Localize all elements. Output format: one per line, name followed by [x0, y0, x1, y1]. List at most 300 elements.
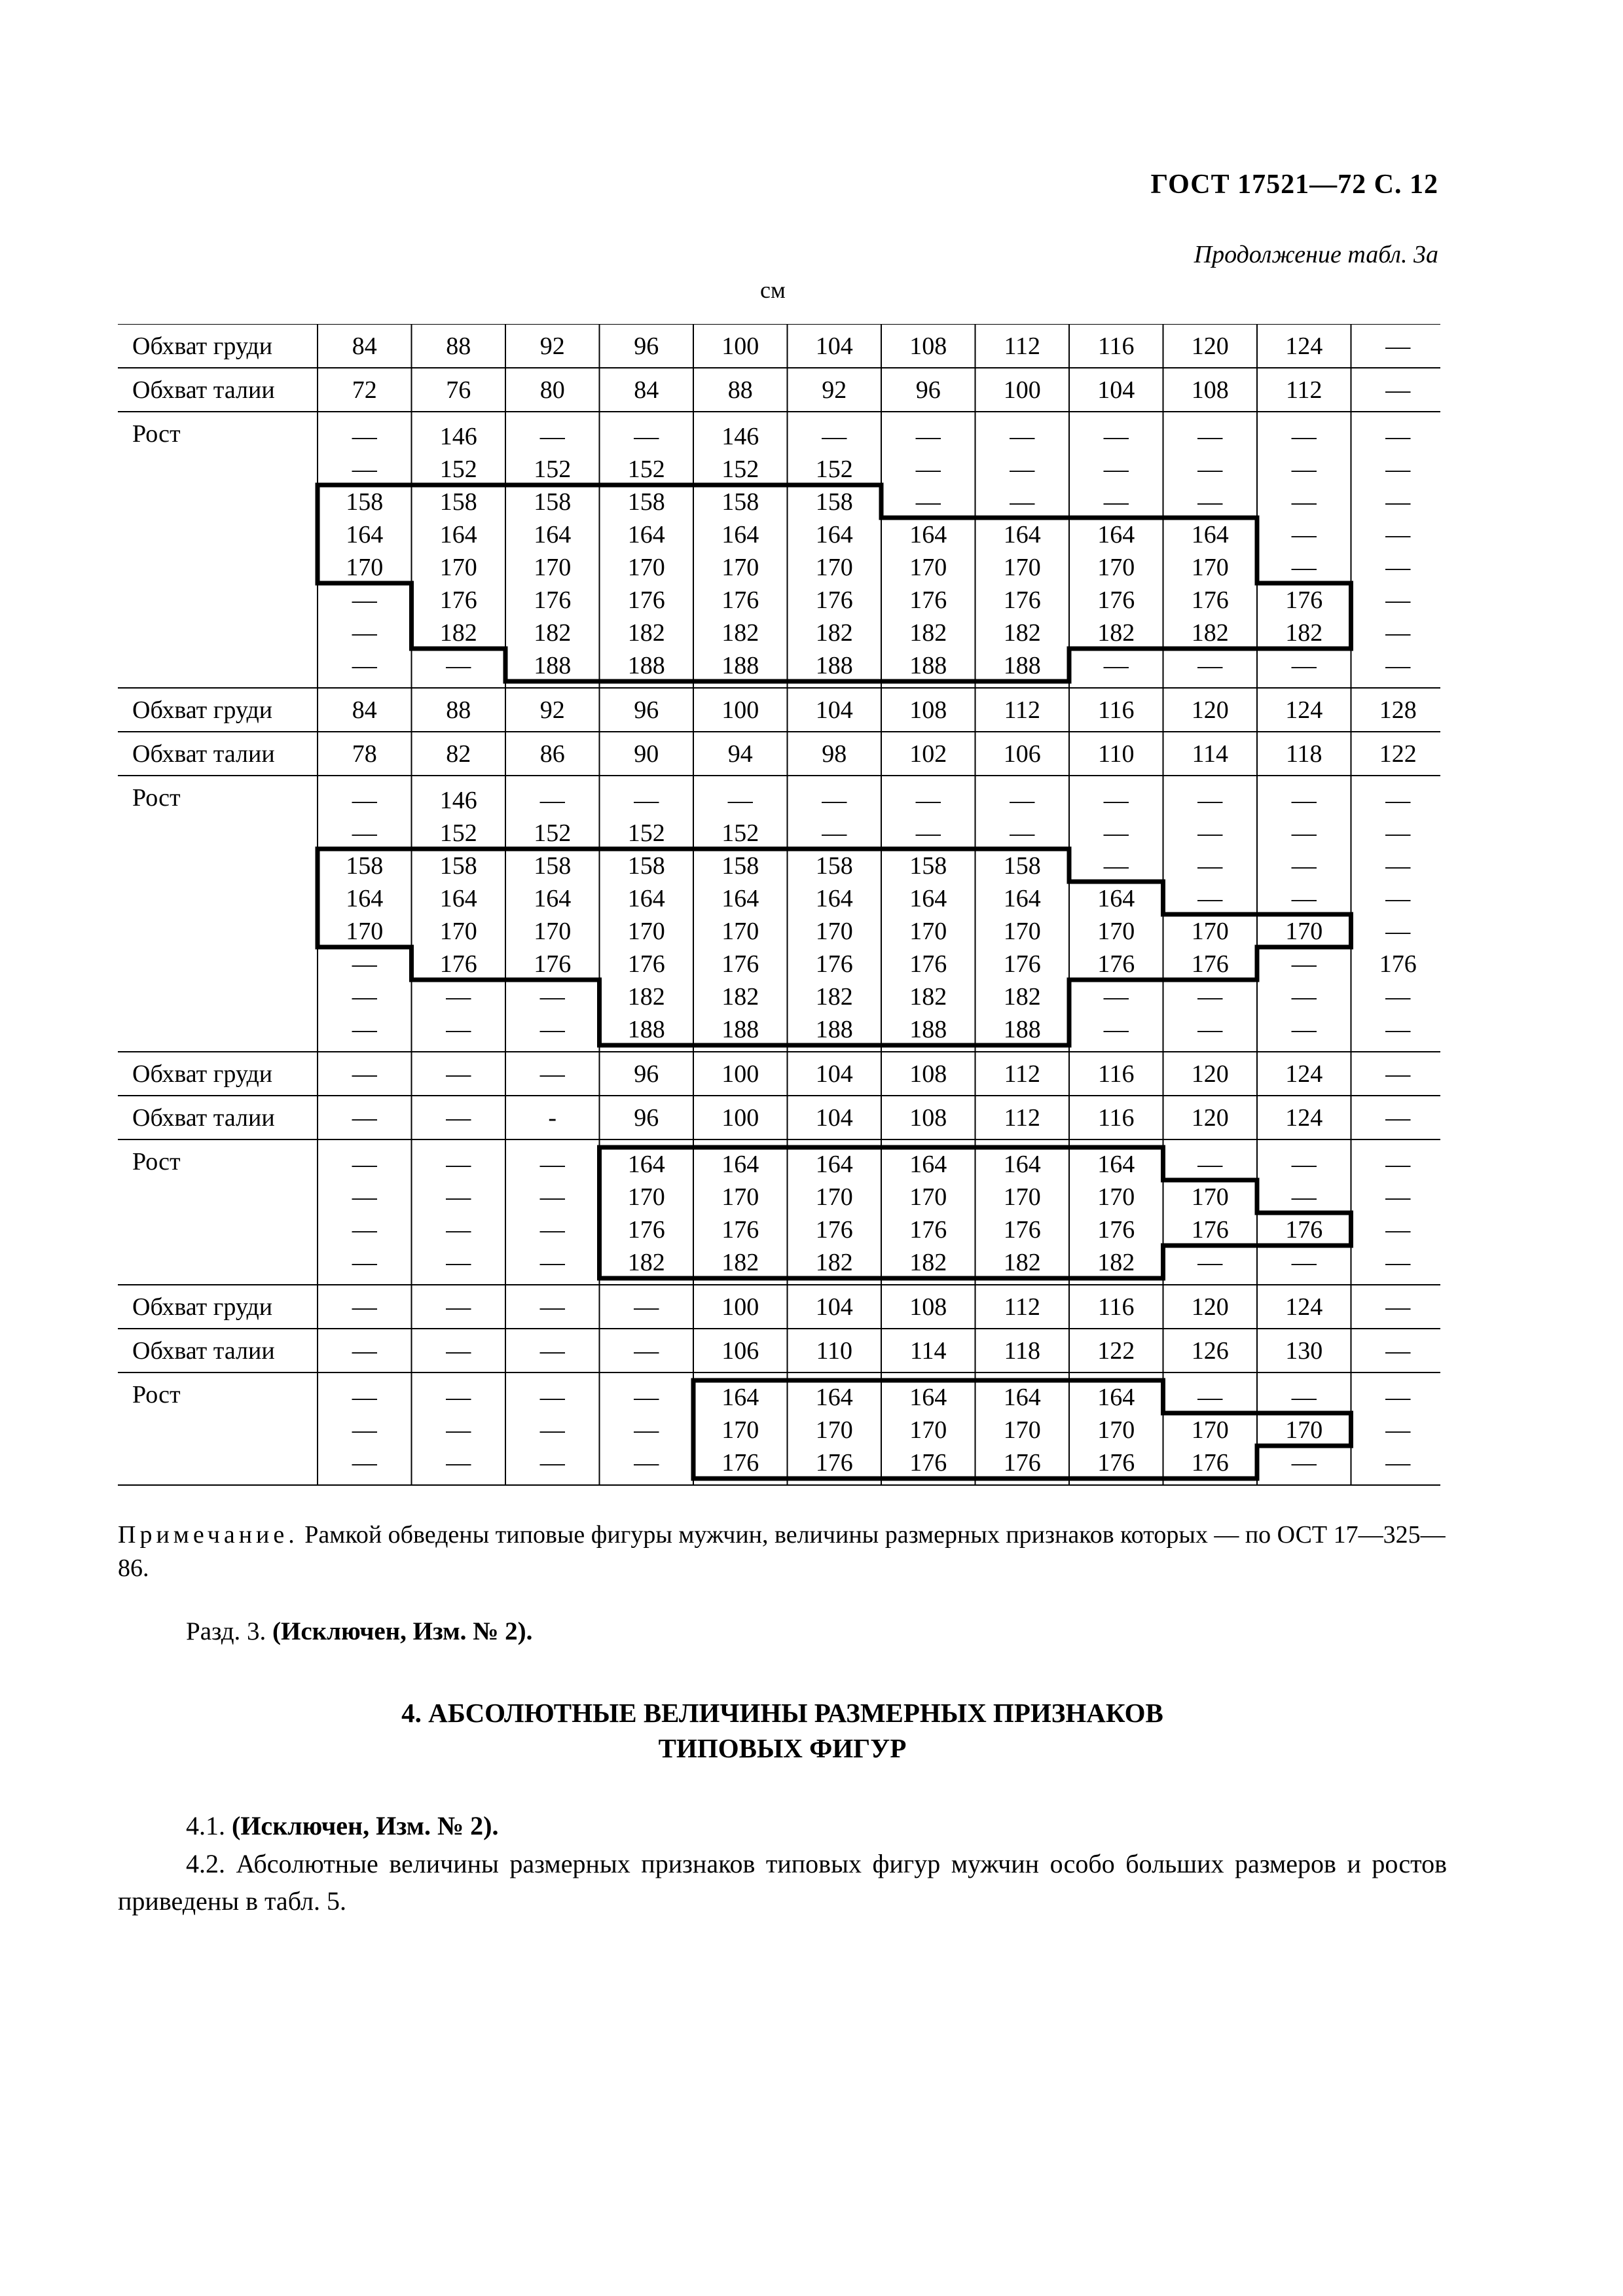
- height-cell: 176: [1379, 950, 1417, 978]
- height-cell: 164: [721, 1384, 759, 1411]
- height-cell: 176: [627, 586, 665, 614]
- height-cell: 152: [721, 819, 759, 847]
- height-cell: 170: [1285, 918, 1323, 945]
- height-label: Рост: [132, 420, 181, 448]
- height-cell: 170: [1285, 1416, 1323, 1444]
- height-cell: 170: [1097, 1183, 1135, 1211]
- chest-girth-cell: 88: [446, 696, 471, 724]
- chest-girth-cell: 84: [352, 696, 377, 724]
- height-cell: 176: [909, 586, 947, 614]
- chest-girth-cell: 100: [721, 1293, 759, 1321]
- height-cell: 182: [721, 983, 759, 1011]
- height-cell: —: [446, 1216, 471, 1244]
- height-cell: 170: [346, 554, 384, 581]
- height-cell: 158: [439, 852, 477, 880]
- height-cell: —: [352, 950, 377, 978]
- height-cell: —: [1103, 488, 1129, 516]
- height-cell: 176: [534, 950, 572, 978]
- chest-girth-cell: 116: [1097, 696, 1135, 724]
- height-cell: 170: [721, 1183, 759, 1211]
- height-cell: 152: [534, 456, 572, 483]
- height-cell: —: [1197, 787, 1223, 814]
- height-cell: 170: [439, 918, 477, 945]
- height-cell: —: [1197, 1249, 1223, 1276]
- height-cell: —: [1197, 488, 1223, 516]
- waist-girth-label: Обхват талии: [132, 1337, 275, 1365]
- chest-girth-cell: 108: [909, 332, 947, 360]
- height-cell: —: [1291, 1016, 1317, 1043]
- height-cell: 170: [909, 918, 947, 945]
- height-cell: —: [822, 423, 847, 450]
- height-cell: —: [1010, 488, 1035, 516]
- height-cell: 158: [721, 488, 759, 516]
- height-cell: 182: [1285, 619, 1323, 647]
- height-cell: —: [915, 488, 941, 516]
- height-cell: 176: [909, 1449, 947, 1477]
- unit-label: см: [760, 277, 786, 303]
- height-cell: —: [1197, 852, 1223, 880]
- waist-girth-cell: 78: [352, 740, 377, 768]
- height-cell: 176: [627, 1216, 665, 1244]
- height-cell: 176: [909, 950, 947, 978]
- height-cell: —: [1197, 652, 1223, 679]
- height-cell: 182: [627, 1249, 665, 1276]
- waist-girth-cell: 122: [1379, 740, 1417, 768]
- chest-girth-cell: 124: [1285, 1060, 1323, 1088]
- chest-girth-cell: —: [446, 1060, 471, 1088]
- height-cell: —: [1291, 852, 1317, 880]
- chest-girth-cell: —: [352, 1060, 377, 1088]
- height-cell: —: [352, 1151, 377, 1178]
- height-cell: —: [1385, 521, 1411, 548]
- waist-girth-cell: 120: [1191, 1104, 1229, 1132]
- height-cell: 158: [346, 852, 384, 880]
- height-cell: —: [1385, 488, 1411, 516]
- height-cell: —: [1103, 423, 1129, 450]
- height-cell: 188: [1003, 652, 1041, 679]
- height-cell: 176: [1003, 586, 1041, 614]
- chest-girth-cell: 92: [539, 696, 565, 724]
- height-cell: 164: [1003, 521, 1041, 548]
- height-cell: 170: [721, 918, 759, 945]
- height-cell: 176: [1285, 586, 1323, 614]
- height-cell: —: [1385, 787, 1411, 814]
- chest-girth-cell: —: [1385, 1293, 1411, 1321]
- height-cell: —: [1197, 1151, 1223, 1178]
- height-cell: —: [1385, 852, 1411, 880]
- section-title-line1: 4. АБСОЛЮТНЫЕ ВЕЛИЧИНЫ РАЗМЕРНЫХ ПРИЗНАКОВ: [401, 1698, 1163, 1728]
- height-cell: —: [1291, 1151, 1317, 1178]
- waist-girth-cell: 114: [909, 1337, 947, 1365]
- chest-girth-cell: 84: [352, 332, 377, 360]
- waist-girth-cell: 104: [815, 1104, 853, 1132]
- chest-girth-cell: 124: [1285, 696, 1323, 724]
- height-cell: —: [352, 787, 377, 814]
- height-cell: 164: [534, 521, 572, 548]
- waist-girth-cell: 112: [1285, 376, 1322, 404]
- height-cell: 164: [815, 1151, 853, 1178]
- waist-girth-cell: —: [352, 1104, 377, 1132]
- height-cell: —: [915, 819, 941, 847]
- chest-girth-cell: 100: [721, 696, 759, 724]
- chest-girth-cell: —: [634, 1293, 659, 1321]
- height-cell: 158: [534, 852, 572, 880]
- chest-girth-cell: 128: [1379, 696, 1417, 724]
- height-cell: 146: [439, 787, 477, 814]
- height-cell: 152: [534, 819, 572, 847]
- height-cell: 170: [815, 1183, 853, 1211]
- chest-girth-cell: —: [446, 1293, 471, 1321]
- height-cell: —: [634, 1449, 659, 1477]
- height-cell: 152: [439, 456, 477, 483]
- height-cell: 170: [909, 1416, 947, 1444]
- chest-girth-label: Обхват груди: [132, 1293, 273, 1321]
- height-cell: —: [1197, 423, 1223, 450]
- height-cell: 158: [534, 488, 572, 516]
- height-cell: 182: [439, 619, 477, 647]
- height-cell: —: [446, 1249, 471, 1276]
- chest-girth-cell: —: [352, 1293, 377, 1321]
- height-cell: —: [1385, 554, 1411, 581]
- height-label: Рост: [132, 784, 181, 812]
- height-cell: —: [1385, 619, 1411, 647]
- height-cell: —: [822, 819, 847, 847]
- height-cell: 188: [909, 1016, 947, 1043]
- height-cell: 182: [1003, 983, 1041, 1011]
- height-cell: —: [1385, 456, 1411, 483]
- height-cell: 170: [1097, 918, 1135, 945]
- chest-girth-cell: 96: [634, 332, 659, 360]
- height-cell: 164: [534, 885, 572, 912]
- height-cell: —: [446, 1384, 471, 1411]
- height-cell: 188: [1003, 1016, 1041, 1043]
- height-cell: 176: [721, 950, 759, 978]
- chest-girth-cell: 112: [1004, 1060, 1041, 1088]
- height-cell: 164: [439, 521, 477, 548]
- height-cell: —: [915, 456, 941, 483]
- waist-girth-cell: 118: [1004, 1337, 1041, 1365]
- waist-girth-cell: 86: [539, 740, 565, 768]
- chest-girth-cell: —: [1385, 1060, 1411, 1088]
- height-cell: 170: [1003, 554, 1041, 581]
- waist-girth-cell: 110: [1097, 740, 1135, 768]
- height-cell: 176: [815, 586, 853, 614]
- height-cell: —: [1385, 819, 1411, 847]
- height-cell: 170: [627, 918, 665, 945]
- waist-girth-cell: —: [446, 1104, 471, 1132]
- height-cell: 182: [534, 619, 572, 647]
- height-cell: 188: [815, 652, 853, 679]
- height-cell: 170: [815, 554, 853, 581]
- height-cell: 176: [909, 1216, 947, 1244]
- height-cell: 170: [534, 918, 572, 945]
- height-cell: 170: [721, 554, 759, 581]
- waist-girth-cell: 102: [909, 740, 947, 768]
- height-cell: —: [1197, 983, 1223, 1011]
- waist-girth-cell: 110: [816, 1337, 853, 1365]
- waist-girth-cell: 106: [1003, 740, 1041, 768]
- height-cell: —: [352, 1449, 377, 1477]
- height-cell: 146: [439, 423, 477, 450]
- height-cell: 164: [627, 885, 665, 912]
- height-cell: 158: [627, 852, 665, 880]
- height-cell: 170: [815, 918, 853, 945]
- waist-girth-cell: 100: [1003, 376, 1041, 404]
- height-cell: 176: [1191, 586, 1229, 614]
- chest-girth-cell: 108: [909, 1293, 947, 1321]
- height-cell: 164: [909, 1151, 947, 1178]
- height-cell: —: [1385, 1384, 1411, 1411]
- waist-girth-label: Обхват талии: [132, 376, 275, 404]
- height-cell: 164: [815, 1384, 853, 1411]
- waist-girth-cell: —: [1385, 1104, 1411, 1132]
- height-cell: 182: [627, 619, 665, 647]
- height-cell: 176: [1097, 1449, 1135, 1477]
- size-table-grid: [118, 324, 1440, 1488]
- height-cell: 164: [1003, 1384, 1041, 1411]
- p41-number: 4.1.: [186, 1811, 225, 1840]
- chest-girth-cell: 116: [1097, 1293, 1135, 1321]
- waist-girth-cell: 96: [634, 1104, 659, 1132]
- height-cell: —: [1385, 1449, 1411, 1477]
- chest-girth-cell: 124: [1285, 1293, 1323, 1321]
- height-cell: 188: [627, 1016, 665, 1043]
- height-cell: 158: [721, 852, 759, 880]
- height-cell: 176: [815, 1216, 853, 1244]
- height-cell: —: [634, 423, 659, 450]
- height-cell: —: [539, 1249, 565, 1276]
- height-cell: 176: [721, 1449, 759, 1477]
- height-cell: —: [352, 1384, 377, 1411]
- waist-girth-cell: —: [1385, 1337, 1411, 1365]
- height-cell: —: [1103, 819, 1129, 847]
- height-cell: —: [1197, 1384, 1223, 1411]
- height-cell: —: [1197, 885, 1223, 912]
- waist-girth-cell: 108: [909, 1104, 947, 1132]
- height-cell: 182: [815, 619, 853, 647]
- height-cell: 170: [1191, 1183, 1229, 1211]
- chest-girth-label: Обхват груди: [132, 1060, 273, 1088]
- height-cell: —: [915, 423, 941, 450]
- height-cell: 182: [721, 1249, 759, 1276]
- height-cell: —: [1385, 1151, 1411, 1178]
- waist-girth-cell: —: [539, 1337, 565, 1365]
- height-cell: —: [352, 1249, 377, 1276]
- waist-girth-cell: 124: [1285, 1104, 1323, 1132]
- height-cell: —: [727, 787, 753, 814]
- height-cell: 152: [721, 456, 759, 483]
- height-cell: 170: [1191, 918, 1229, 945]
- height-cell: —: [915, 787, 941, 814]
- waist-girth-cell: 96: [915, 376, 941, 404]
- height-cell: 158: [815, 852, 853, 880]
- chest-girth-cell: 100: [721, 332, 759, 360]
- height-cell: 152: [439, 819, 477, 847]
- chest-girth-cell: 112: [1004, 332, 1041, 360]
- height-cell: 188: [627, 652, 665, 679]
- chest-girth-cell: 96: [634, 1060, 659, 1088]
- height-cell: —: [1197, 819, 1223, 847]
- height-cell: —: [634, 787, 659, 814]
- height-cell: —: [352, 1416, 377, 1444]
- chest-girth-cell: 104: [815, 1060, 853, 1088]
- height-cell: 164: [439, 885, 477, 912]
- height-cell: —: [446, 1449, 471, 1477]
- height-cell: 164: [1003, 885, 1041, 912]
- height-cell: —: [1103, 456, 1129, 483]
- height-cell: —: [1010, 787, 1035, 814]
- height-cell: —: [1385, 918, 1411, 945]
- height-cell: 164: [1191, 521, 1229, 548]
- height-cell: 170: [1097, 1416, 1135, 1444]
- height-cell: 170: [1191, 1416, 1229, 1444]
- waist-girth-cell: -: [548, 1104, 557, 1132]
- chest-girth-cell: —: [1385, 332, 1411, 360]
- height-cell: —: [1291, 652, 1317, 679]
- height-cell: —: [1291, 950, 1317, 978]
- height-cell: —: [1291, 1384, 1317, 1411]
- height-cell: 176: [439, 950, 477, 978]
- height-cell: 152: [627, 456, 665, 483]
- height-cell: 182: [627, 983, 665, 1011]
- height-cell: 182: [909, 619, 947, 647]
- height-cell: 164: [1097, 521, 1135, 548]
- height-cell: 188: [534, 652, 572, 679]
- height-cell: —: [822, 787, 847, 814]
- height-cell: 152: [815, 456, 853, 483]
- chest-girth-cell: 104: [815, 332, 853, 360]
- height-cell: 164: [1097, 1151, 1135, 1178]
- waist-girth-cell: 80: [539, 376, 565, 404]
- waist-girth-cell: 112: [1004, 1104, 1041, 1132]
- height-cell: —: [539, 1183, 565, 1211]
- height-cell: —: [352, 619, 377, 647]
- chest-girth-cell: 100: [721, 1060, 759, 1088]
- waist-girth-cell: 116: [1097, 1104, 1135, 1132]
- height-cell: 164: [721, 885, 759, 912]
- height-cell: 176: [1003, 1216, 1041, 1244]
- waist-girth-cell: 122: [1097, 1337, 1135, 1365]
- paragraph-4-1: [118, 1808, 1447, 1845]
- height-cell: —: [1291, 787, 1317, 814]
- waist-girth-label: Обхват талии: [132, 740, 275, 768]
- height-cell: —: [1010, 819, 1035, 847]
- waist-girth-cell: —: [352, 1337, 377, 1365]
- height-cell: 158: [627, 488, 665, 516]
- height-cell: —: [1385, 1016, 1411, 1043]
- waist-girth-cell: 130: [1285, 1337, 1323, 1365]
- height-cell: —: [1291, 819, 1317, 847]
- waist-girth-cell: —: [1385, 376, 1411, 404]
- height-cell: —: [1385, 1416, 1411, 1444]
- height-cell: 164: [721, 1151, 759, 1178]
- height-cell: —: [446, 1183, 471, 1211]
- height-cell: —: [1291, 983, 1317, 1011]
- note-text: Рамкой обведены типовые фигуры мужчин, величины размерных признаков которых — по ОСТ 17—325—86.: [118, 1521, 1446, 1583]
- height-cell: 176: [1097, 950, 1135, 978]
- height-cell: —: [352, 423, 377, 450]
- waist-girth-cell: 82: [446, 740, 471, 768]
- height-cell: —: [1010, 423, 1035, 450]
- waist-girth-cell: 94: [727, 740, 753, 768]
- waist-girth-cell: 108: [1191, 376, 1229, 404]
- height-cell: 182: [1097, 1249, 1135, 1276]
- chest-girth-cell: 120: [1191, 696, 1229, 724]
- p41-bold: (Исключен, Изм. № 2).: [232, 1811, 499, 1840]
- height-label: Рост: [132, 1381, 181, 1408]
- height-cell: 182: [1003, 619, 1041, 647]
- waist-girth-cell: 104: [1097, 376, 1135, 404]
- height-cell: 176: [815, 950, 853, 978]
- table-continuation-label: Продолжение табл. 3а: [1194, 241, 1438, 268]
- height-cell: 188: [815, 1016, 853, 1043]
- height-cell: 170: [1097, 554, 1135, 581]
- chest-girth-cell: 120: [1191, 1060, 1229, 1088]
- chest-girth-cell: 88: [446, 332, 471, 360]
- height-cell: —: [539, 787, 565, 814]
- height-cell: 182: [909, 1249, 947, 1276]
- height-cell: 176: [1097, 1216, 1135, 1244]
- height-cell: —: [1103, 787, 1129, 814]
- height-cell: 176: [1191, 950, 1229, 978]
- height-cell: 164: [1097, 885, 1135, 912]
- height-cell: 176: [1191, 1216, 1229, 1244]
- height-cell: 176: [1003, 950, 1041, 978]
- height-cell: 164: [721, 521, 759, 548]
- height-cell: —: [1291, 1249, 1317, 1276]
- waist-girth-label: Обхват талии: [132, 1104, 275, 1132]
- note-lead: Примечание.: [118, 1521, 299, 1549]
- height-cell: 164: [627, 1151, 665, 1178]
- chest-girth-cell: —: [539, 1293, 565, 1321]
- waist-girth-cell: 84: [634, 376, 659, 404]
- height-cell: 164: [909, 521, 947, 548]
- height-cell: —: [539, 1416, 565, 1444]
- height-cell: —: [1291, 554, 1317, 581]
- height-cell: 182: [815, 1249, 853, 1276]
- height-cell: 170: [1003, 918, 1041, 945]
- waist-girth-cell: 88: [727, 376, 753, 404]
- height-cell: —: [1385, 652, 1411, 679]
- height-cell: —: [539, 1384, 565, 1411]
- waist-girth-cell: 76: [446, 376, 471, 404]
- section-4-title: [118, 1695, 1447, 1766]
- height-cell: 164: [815, 521, 853, 548]
- height-cell: 164: [909, 885, 947, 912]
- height-cell: 176: [439, 586, 477, 614]
- height-cell: 182: [815, 983, 853, 1011]
- height-cell: 164: [627, 521, 665, 548]
- height-cell: —: [1385, 885, 1411, 912]
- height-cell: —: [1385, 423, 1411, 450]
- razd-bold: (Исключен, Изм. № 2).: [272, 1617, 533, 1645]
- height-cell: —: [1291, 1449, 1317, 1477]
- waist-girth-cell: 106: [721, 1337, 759, 1365]
- section-3-removed: [186, 1617, 532, 1646]
- height-cell: 176: [1285, 1216, 1323, 1244]
- height-cell: —: [446, 1016, 471, 1043]
- chest-girth-cell: 108: [909, 696, 947, 724]
- height-cell: 170: [534, 554, 572, 581]
- height-cell: 170: [1003, 1183, 1041, 1211]
- waist-girth-cell: 98: [822, 740, 847, 768]
- height-cell: 188: [721, 1016, 759, 1043]
- chest-girth-cell: 116: [1097, 1060, 1135, 1088]
- height-cell: —: [1291, 885, 1317, 912]
- height-cell: —: [1197, 456, 1223, 483]
- height-cell: 158: [346, 488, 384, 516]
- height-cell: 158: [815, 488, 853, 516]
